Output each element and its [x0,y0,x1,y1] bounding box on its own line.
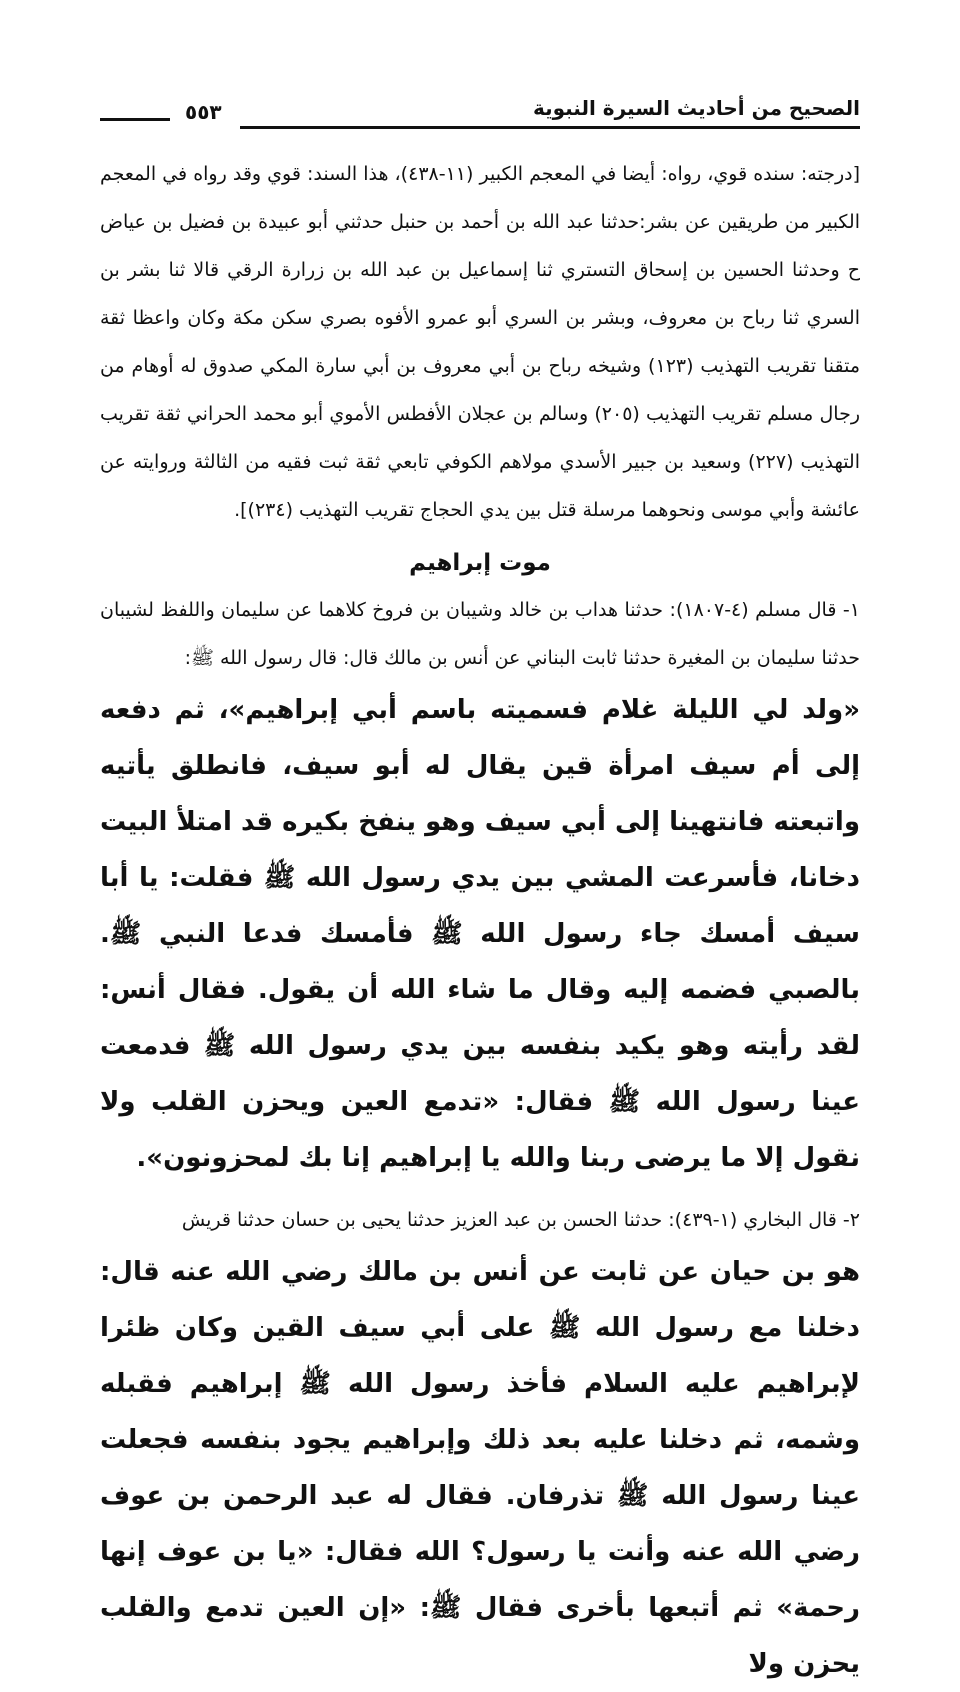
section-heading: موت إبراهيم [409,550,551,576]
hadith-1-isnad: ١- قال مسلم (٤-١٨٠٧): حدثنا هداب بن خالد وشيبان بن فروخ كلاهما عن سليمان واللفظ لشيبان حدثنا سليمان بن المغيرة حدثنا ثابت البناني عن أنس بن مالك قال: قال رسول الله ﷺ: [100,599,860,669]
page-body [100,150,860,1692]
footnote-paragraph: [درجته: سنده قوي، رواه: أيضا في المعجم الكبير (١١-٤٣٨)، هذا السند: قوي وقد رواه في المعجم الكبير من طريقين عن بشر:حدثنا عبد الله بن أحمد بن حنبل حدثني أبو عبيدة بن فضيل بن عياض ح وحدثنا الحسين بن إسحاق التستري ثنا إسماعيل بن عبد الله بن زرارة الرقي قالا ثنا بشر بن السري ثنا رباح بن معروف، وبشر بن السري أبو عمرو الأفوه بصري سكن مكة وكان واعظا ثقة متقنا تقريب التهذيب (١٢٣) وشيخه رباح بن أبي معروف بن أبي سارة المكي صدوق له أوهام من رجال مسلم تقريب التهذيب (٢٠٥) وسالم بن عجلان الأفطس الأموي أبو محمد الحراني ثقة تقريب التهذيب (٢٢٧) وسعيد بن جبير الأسدي مولاهم الكوفي تابعي ثقة ثبت فقيه من الثالثة وروايته عن عائشة وأبي موسى ونحوهما مرسلة قتل بين يدي الحجاج تقريب التهذيب (٢٣٤)]. [100,163,861,521]
header-rule-short [100,118,170,121]
header-rule-long [240,126,860,129]
hadith-2 [100,1196,860,1692]
page-number: ٥٥٣ [185,100,222,124]
book-title: الصحيح من أحاديث السيرة النبوية [532,96,860,120]
hadith-2-matn: هو بن حيان عن ثابت عن أنس بن مالك رضي الله عنه قال: دخلنا مع رسول الله ﷺ على أبي سيف القين وكان ظئرا لإبراهيم عليه السلام فأخذ رسول الله ﷺ إبراهيم فقبله وشمه، ثم دخلنا عليه بعد ذلك وإبراهيم يجود بنفسه فجعلت عينا رسول الله ﷺ تذرفان. فقال له عبد الرحمن بن عوف رضي الله عنه وأنت يا رسول؟ الله فقال: «يا بن عوف إنها رحمة» ثم أتبعها بأخرى فقال ﷺ: «إن العين تدمع والقلب يحزن ولا [100,1257,860,1679]
hadith-1-matn: «ولد لي الليلة غلام فسميته باسم أبي إبراهيم»، ثم دفعه إلى أم سيف امرأة قين يقال له أبو سيف، فانطلق يأتيه واتبعته فانتهينا إلى أبي سيف وهو ينفخ بكيره قد امتلأ البيت دخانا، فأسرعت المشي بين يدي رسول الله ﷺ فقلت: يا أبا سيف أمسك جاء رسول الله ﷺ فأمسك فدعا النبي ﷺ. بالصبي فضمه إليه وقال ما شاء الله أن يقول. فقال أنس: لقد رأيته وهو يكيد بنفسه بين يدي رسول الله ﷺ فدمعت عينا رسول الله ﷺ فقال: «تدمع العين ويحزن القلب ولا نقول إلا ما يرضى ربنا والله يا إبراهيم إنا بك لمحزونون». [100,695,860,1173]
running-header [100,96,860,136]
hadith-1 [100,586,860,1186]
hadith-2-isnad: ٢- قال البخاري (١-٤٣٩): حدثنا الحسن بن عبد العزيز حدثنا يحيى بن حسان حدثنا قريش [181,1209,860,1231]
